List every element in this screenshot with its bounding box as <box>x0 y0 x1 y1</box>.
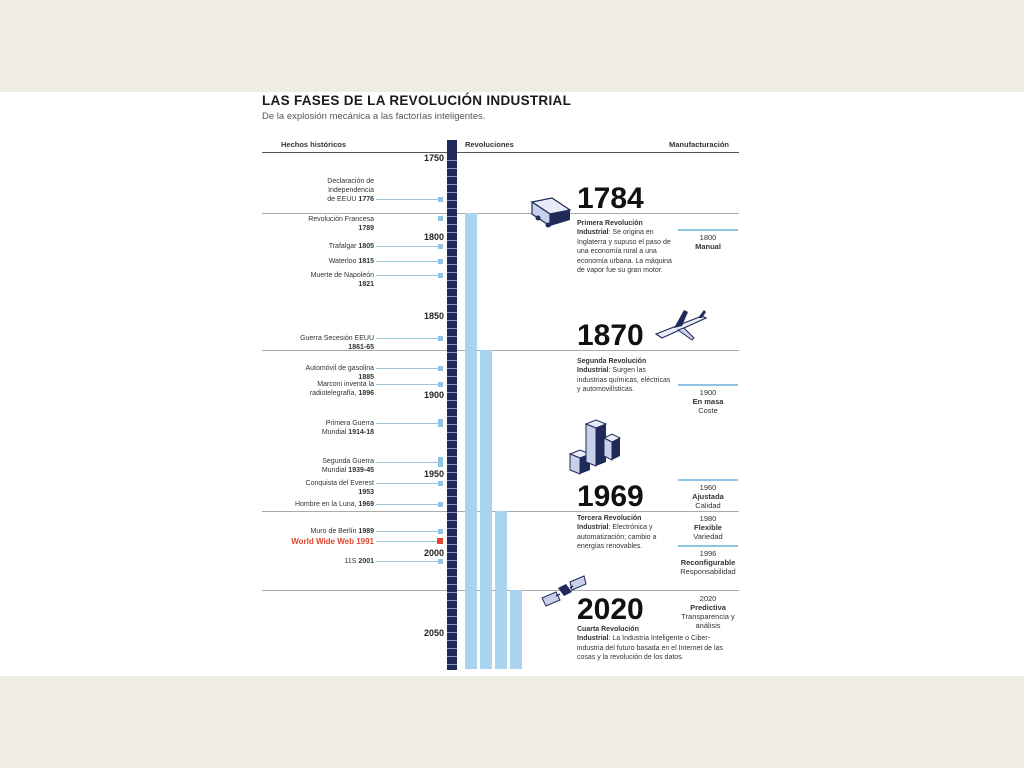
axis-tick <box>447 528 457 529</box>
axis-tick <box>447 440 457 441</box>
event-napoleon: Muerte de Napoleón <box>310 272 374 279</box>
infographic-sheet <box>0 92 1024 676</box>
axis-year-2050: 2050 <box>423 628 444 638</box>
axis-tick <box>447 328 457 329</box>
timeline-axis <box>447 140 457 670</box>
axis-tick <box>447 416 457 417</box>
event-everest: Conquista del Everest <box>305 480 374 487</box>
revolution-2-description: Segunda Revolución Industrial: Surgen las industrias químicas, eléctricas y automovilísticas. <box>577 358 671 394</box>
event-independencia-line2: Independencia <box>328 187 374 194</box>
axis-tick <box>447 616 457 617</box>
axis-tick <box>447 160 457 161</box>
event-marconi-year: radiotelegrafía, 1896 <box>309 390 374 397</box>
axis-tick <box>447 304 457 305</box>
axis-year-1750: 1750 <box>423 153 444 163</box>
event-independencia-line1: Declaración de <box>327 178 374 185</box>
axis-tick <box>447 600 457 601</box>
axis-tick <box>447 264 457 265</box>
axis-tick <box>447 456 457 457</box>
axis-tick <box>447 288 457 289</box>
revolution-1-year: 1784 <box>577 182 644 215</box>
axis-tick <box>447 168 457 169</box>
event-marker <box>438 382 443 387</box>
axis-tick <box>447 208 457 209</box>
event-automovil-year: 1885 <box>358 374 374 381</box>
event-marker <box>438 419 443 427</box>
axis-tick <box>447 648 457 649</box>
airplane-icon <box>654 308 708 342</box>
revolution-4-description: Cuarta Revolución Industrial: La Industria Inteligente o Ciber-industria del futuro basada en el Internet de las cosas y la revolución de los datos. <box>577 626 723 662</box>
axis-tick <box>447 664 457 665</box>
axis-tick <box>447 344 457 345</box>
axis-tick <box>447 352 457 353</box>
axis-tick <box>447 408 457 409</box>
event-marker <box>438 273 443 278</box>
event-11s: 11S 2001 <box>344 558 374 565</box>
axis-tick <box>447 392 457 393</box>
event-segunda-guerra-year: Mundial 1939-45 <box>321 467 374 474</box>
event-secesion-year: 1861-65 <box>348 344 374 351</box>
event-marker <box>438 457 443 467</box>
event-segunda-guerra: Segunda Guerra <box>322 458 374 465</box>
manufacturing-2020: 2020 Predictiva Transparencia y análisis <box>681 594 735 630</box>
axis-tick <box>447 424 457 425</box>
page-subtitle: De la explosión mecánica a las factorías inteligentes. <box>262 111 486 122</box>
axis-tick <box>447 584 457 585</box>
axis-tick <box>447 376 457 377</box>
event-marker <box>438 244 443 249</box>
event-marker <box>438 259 443 264</box>
axis-tick <box>447 608 457 609</box>
axis-tick <box>447 280 457 281</box>
axis-tick <box>447 560 457 561</box>
axis-tick <box>447 464 457 465</box>
manufacturing-1996: 1996 Reconfigurable Responsabilidad <box>670 549 746 576</box>
event-muro-berlin: Muro de Berlín 1989 <box>310 528 374 535</box>
axis-tick <box>447 448 457 449</box>
axis-year-1800: 1800 <box>423 232 444 242</box>
revolution-bar-1 <box>465 213 477 669</box>
event-revolucion-francesa: Revolución Francesa <box>308 216 374 223</box>
event-www: World Wide Web 1991 <box>291 537 374 546</box>
event-revolucion-francesa-year: 1789 <box>358 225 374 232</box>
axis-tick <box>447 520 457 521</box>
axis-tick <box>447 544 457 545</box>
axis-year-2000: 2000 <box>423 548 444 558</box>
event-marker <box>438 529 443 534</box>
buildings-icon <box>566 416 622 476</box>
axis-tick <box>447 176 457 177</box>
axis-tick <box>447 384 457 385</box>
event-marker <box>438 481 443 486</box>
axis-tick <box>447 240 457 241</box>
header-rule-right <box>457 152 739 153</box>
event-primera-guerra: Primera Guerra <box>325 420 374 427</box>
axis-tick <box>447 368 457 369</box>
manufacturing-1980: 1980 Flexible Variedad <box>693 514 723 541</box>
axis-tick <box>447 592 457 593</box>
axis-tick <box>447 320 457 321</box>
event-marker <box>438 197 443 202</box>
event-marker <box>438 559 443 564</box>
axis-tick <box>447 272 457 273</box>
axis-tick <box>447 624 457 625</box>
event-napoleon-year: 1821 <box>358 281 374 288</box>
axis-tick <box>447 640 457 641</box>
axis-tick <box>447 224 457 225</box>
revolution-2-year: 1870 <box>577 319 644 352</box>
axis-tick <box>447 512 457 513</box>
manufacturing-1960: 1960 Ajustada Calidad <box>678 483 738 510</box>
axis-tick <box>447 216 457 217</box>
axis-tick <box>447 432 457 433</box>
column-header-events: Hechos históricos <box>281 140 347 149</box>
column-header-revolutions: Revoluciones <box>465 140 514 149</box>
axis-tick <box>447 632 457 633</box>
column-header-manufacturing: Manufacturación <box>669 140 730 149</box>
axis-tick <box>447 336 457 337</box>
event-marker <box>438 366 443 371</box>
axis-tick <box>447 312 457 313</box>
event-marker <box>438 336 443 341</box>
axis-tick <box>447 504 457 505</box>
axis-tick <box>447 480 457 481</box>
axis-tick <box>447 192 457 193</box>
manufacturing-1800: 1800 Manual <box>678 233 738 251</box>
revolution-3-year: 1969 <box>577 480 644 513</box>
axis-tick <box>447 576 457 577</box>
axis-tick <box>447 296 457 297</box>
axis-tick <box>447 488 457 489</box>
era-rule-1870 <box>262 350 739 351</box>
revolution-4-year: 2020 <box>577 593 644 626</box>
truck-icon <box>526 196 574 230</box>
axis-tick <box>447 552 457 553</box>
era-rule-1784 <box>262 213 739 214</box>
event-trafalgar: Trafalgar 1805 <box>328 243 374 250</box>
event-secesion: Guerra Secesión EEUU <box>300 335 374 342</box>
axis-tick <box>447 472 457 473</box>
event-automovil: Automóvil de gasolina <box>305 365 374 372</box>
event-everest-year: 1953 <box>358 489 374 496</box>
axis-tick <box>447 248 457 249</box>
axis-tick <box>447 256 457 257</box>
axis-tick <box>447 656 457 657</box>
revolution-bar-4 <box>510 590 522 669</box>
axis-tick <box>447 232 457 233</box>
event-marker-highlight <box>437 538 443 544</box>
event-marconi: Marconi inventa la <box>317 381 374 388</box>
revolution-bar-3 <box>495 511 507 669</box>
event-marker <box>438 216 443 221</box>
axis-tick <box>447 496 457 497</box>
axis-tick <box>447 568 457 569</box>
page-title: LAS FASES DE LA REVOLUCIÓN INDUSTRIAL <box>262 93 572 108</box>
event-luna: Hombre en la Luna, 1969 <box>294 501 374 508</box>
axis-tick <box>447 360 457 361</box>
revolution-3-description: Tercera Revolución Industrial: Electrónica y automatización; cambio a energías renovables. <box>577 515 657 551</box>
event-independencia-line3: de EEUU 1776 <box>327 196 374 203</box>
axis-year-1950: 1950 <box>423 469 444 479</box>
axis-year-1850: 1850 <box>423 311 444 321</box>
revolution-bar-2 <box>480 350 492 669</box>
axis-tick <box>447 400 457 401</box>
event-primera-guerra-year: Mundial 1914-18 <box>321 429 374 436</box>
event-marker <box>438 502 443 507</box>
axis-tick <box>447 536 457 537</box>
axis-tick <box>447 200 457 201</box>
event-waterloo: Waterloo 1815 <box>328 258 374 265</box>
axis-year-1900: 1900 <box>404 390 444 400</box>
revolution-1-description: Primera Revolución Industrial: Se origina en Inglaterra y supuso el paso de una economía rural a una economía urbana. La máquina de vapor fue su gran motor. <box>577 220 672 275</box>
manufacturing-1900: 1900 En masa Coste <box>678 388 738 415</box>
axis-tick <box>447 184 457 185</box>
